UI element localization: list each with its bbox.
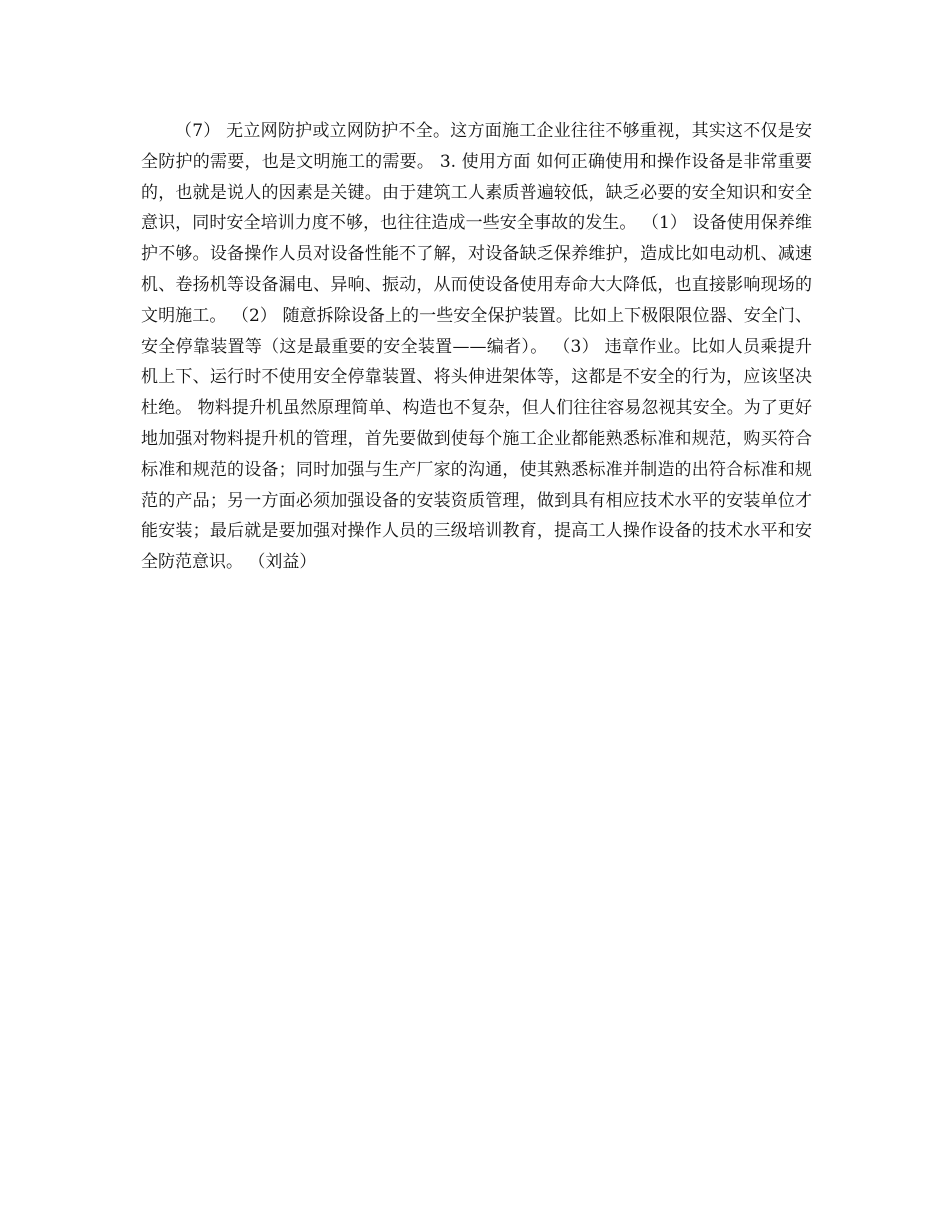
body-paragraph: （7） 无立网防护或立网防护不全。这方面施工企业往往不够重视，其实这不仅是安全防护的需要，也是文明施工的需要。 3. 使用方面 如何正确使用和操作设备是非常重要的，也就是说人的因素是关键。由于建筑工人素质普遍较低，缺乏必要的安全知识和安全意识，同时安全培训力度不够，也往往造成一些安全事故的发生。 （1） 设备使用保养维护不够。设备操作人员对设备性能不了解，对设备缺乏保养维护，造成比如电动机、减速机、卷扬机等设备漏电、异响、振动，从而使设备使用寿命大大降低，也直接影响现场的文明施工。 （2） 随意拆除设备上的一些安全保护装置。比如上下极限限位器、安全门、安全停靠装置等（这是最重要的安全装置——编者）。 （3） 违章作业。比如人员乘提升机上下、运行时不使用安全停靠装置、将头伸进架体等，这都是不安全的行为，应该坚决杜绝。 物料提升机虽然原理简单、构造也不复杂，但人们往往容易忽视其安全。为了更好地加强对物料提升机的管理，首先要做到使每个施工企业都能熟悉标准和规范，购买符合标准和规范的设备；同时加强与生产厂家的沟通，使其熟悉标准并制造的出符合标准和规范的产品；另一方面必须加强设备的安装资质管理，做到具有相应技术水平的安装单位才能安装；最后就是要加强对操作人员的三级培训教育，提高工人操作设备的技术水平和安全防范意识。 （刘益） <box>141 121 812 573</box>
